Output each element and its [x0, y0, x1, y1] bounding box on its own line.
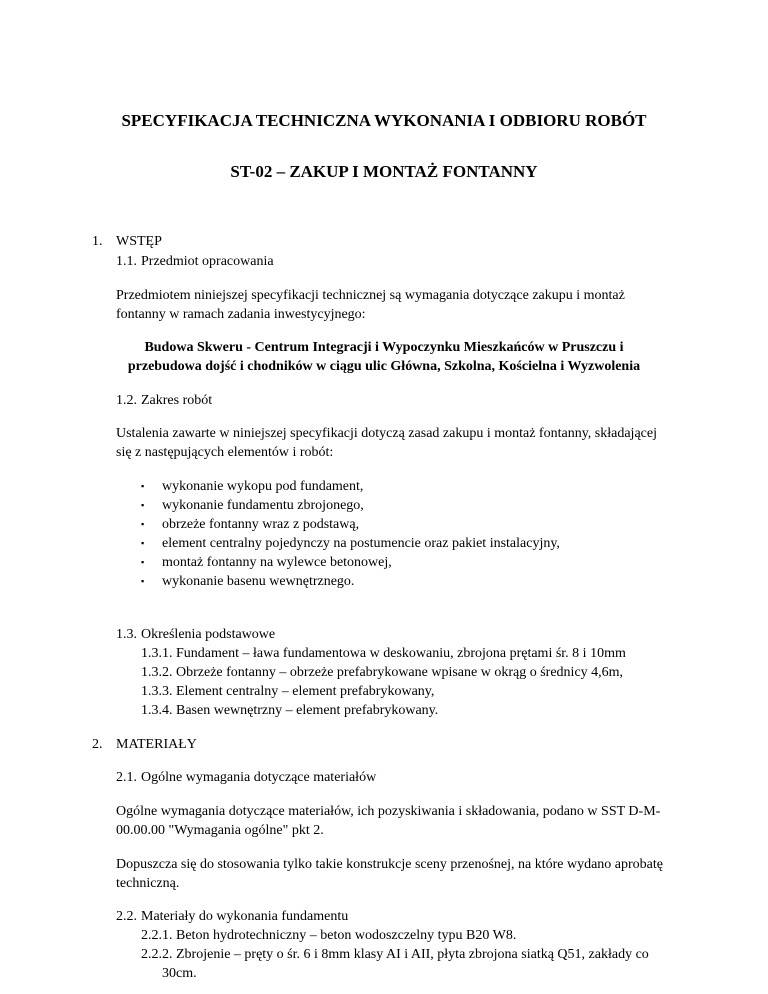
paragraph-line: Ustalenia zawarte w niniejszej specyfikacji dotyczą zasad zakupu i montaż fontanny, składającej [116, 426, 657, 441]
bullet-icon: ▪ [141, 481, 145, 491]
paragraph-line: Ogólne wymagania dotyczące materiałów, ich pozyskiwania i składowania, podano w SST D-M- [116, 804, 661, 819]
section-1-3-number: 1.3. [116, 627, 137, 642]
definition-text: Basen wewnętrzny – element prefabrykowany. [176, 703, 439, 718]
section-1-2-number: 1.2. [116, 393, 137, 408]
section-1-1-heading: Przedmiot opracowania [141, 254, 274, 269]
subsection-number: 2.2.1. [141, 928, 173, 943]
subsection-number: 2.2.2. [141, 947, 173, 962]
project-name-line-1: Budowa Skweru - Centrum Integracji i Wypoczynku Mieszkańców w Pruszczu i [144, 340, 624, 355]
bullet-icon: ▪ [141, 576, 145, 586]
section-1-3-heading: Określenia podstawowe [141, 627, 276, 642]
section-1-2-heading: Zakres robót [141, 393, 213, 408]
section-2-2-heading: Materiały do wykonania fundamentu [141, 909, 349, 924]
section-1-heading: WSTĘP [116, 234, 162, 249]
section-2-1-number: 2.1. [116, 770, 137, 785]
bullet-icon: ▪ [141, 557, 145, 567]
list-item: wykonanie fundamentu zbrojonego, [162, 498, 364, 513]
section-2-heading: MATERIAŁY [116, 737, 197, 752]
list-item: obrzeże fontanny wraz z podstawą, [162, 517, 360, 532]
paragraph-line: Przedmiotem niniejszej specyfikacji technicznej są wymagania dotyczące zakupu i montaż [116, 288, 625, 303]
definition-number: 1.3.2. [141, 665, 173, 680]
paragraph-line: techniczną. [116, 876, 180, 891]
section-1-1-number: 1.1. [116, 254, 137, 269]
bullet-icon: ▪ [141, 500, 145, 510]
list-item: element centralny pojedynczy na postumencie oraz pakiet instalacyjny, [162, 536, 560, 551]
section-2-2-number: 2.2. [116, 909, 137, 924]
paragraph-line: 00.00.00 "Wymagania ogólne" pkt 2. [116, 823, 324, 838]
definition-number: 1.3.3. [141, 684, 173, 699]
list-item: montaż fontanny na wylewce betonowej, [162, 555, 392, 570]
section-1-number: 1. [92, 234, 103, 249]
definition-number: 1.3.4. [141, 703, 173, 718]
section-2-1-heading: Ogólne wymagania dotyczące materiałów [141, 770, 377, 785]
paragraph-line: Dopuszcza się do stosowania tylko takie konstrukcje sceny przenośnej, na które wydano aprobatę [116, 857, 663, 872]
paragraph-line: się z następujących elementów i robót: [116, 445, 334, 460]
paragraph-line: fontanny w ramach zadania inwestycyjnego: [116, 307, 366, 322]
subsection-text: Zbrojenie – pręty o śr. 6 i 8mm klasy AI i AII, płyta zbrojona siatką Q51, zakłady co [176, 947, 649, 962]
list-item: wykonanie basenu wewnętrznego. [162, 574, 355, 589]
list-item: wykonanie wykopu pod fundament, [162, 479, 364, 494]
definition-text: Obrzeże fontanny – obrzeże prefabrykowane wpisane w okrąg o średnicy 4,6m, [176, 665, 624, 680]
project-name-line-2: przebudowa dojść i chodników w ciągu ulic Główna, Szkolna, Kościelna i Wyzwolenia [127, 359, 641, 374]
bullet-icon: ▪ [141, 538, 145, 548]
subsection-text: Beton hydrotechniczny – beton wodoszczelny typu B20 W8. [176, 928, 517, 943]
definition-text: Fundament – ława fundamentowa w deskowaniu, zbrojona prętami śr. 8 i 10mm [176, 646, 626, 661]
document-title: SPECYFIKACJA TECHNICZNA WYKONANIA I ODBIORU ROBÓT [121, 111, 647, 130]
definition-text: Element centralny – element prefabrykowany, [176, 684, 435, 699]
document-subtitle: ST-02 – ZAKUP I MONTAŻ FONTANNY [230, 162, 538, 181]
definition-number: 1.3.1. [141, 646, 173, 661]
section-2-number: 2. [92, 737, 103, 752]
bullet-icon: ▪ [141, 519, 145, 529]
subsection-text: 30cm. [162, 966, 197, 981]
